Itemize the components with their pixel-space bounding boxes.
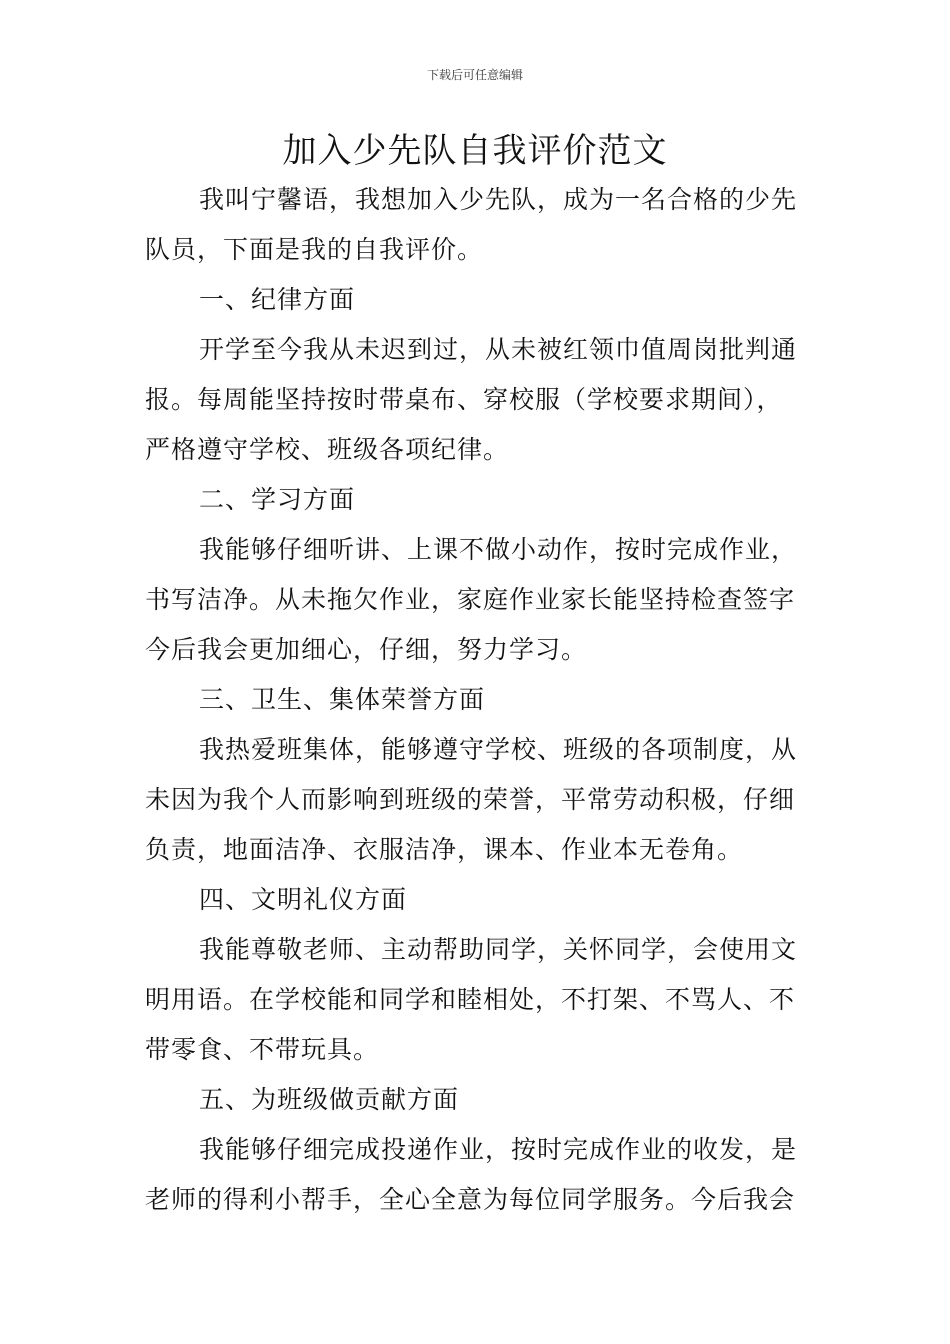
section-heading: 四、文明礼仪方面	[199, 885, 408, 914]
body-line: 队员，下面是我的自我评价。	[145, 235, 484, 264]
body-line: 报。每周能坚持按时带桌布、穿校服（学校要求期间），	[145, 385, 783, 414]
body-line: 今后我会更加细心，仔细，努力学习。	[145, 635, 588, 664]
body-line: 明用语。在学校能和同学和睦相处，不打架、不骂人、不	[145, 985, 796, 1014]
section-heading: 三、卫生、集体荣誉方面	[199, 685, 486, 714]
body-line: 严格遵守学校、班级各项纪律。	[145, 435, 510, 464]
document-body	[145, 175, 807, 1225]
body-line: 开学至今我从未迟到过，从未被红领巾值周岗批判通	[199, 335, 798, 364]
body-line: 我能够仔细完成投递作业，按时完成作业的收发，是	[199, 1135, 798, 1164]
body-line: 书写洁净。从未拖欠作业，家庭作业家长能坚持检查签字	[145, 585, 796, 614]
body-line: 我叫宁馨语，我想加入少先队，成为一名合格的少先	[199, 185, 798, 214]
body-line: 我能够仔细听讲、上课不做小动作，按时完成作业，	[199, 535, 798, 564]
body-line: 负责，地面洁净、衣服洁净，课本、作业本无卷角。	[145, 835, 744, 864]
body-line: 老师的得利小帮手，全心全意为每位同学服务。今后我会	[145, 1185, 796, 1214]
header-note: 下载后可任意编辑	[426, 68, 523, 82]
body-line: 我热爱班集体，能够遵守学校、班级的各项制度，从	[199, 735, 798, 764]
document-title: 加入少先队自我评价范文	[282, 131, 668, 171]
section-heading: 五、为班级做贡献方面	[199, 1085, 460, 1114]
section-heading: 二、学习方面	[199, 485, 356, 514]
body-line: 未因为我个人而影响到班级的荣誉，平常劳动积极，仔细	[145, 785, 796, 814]
body-line: 我能尊敬老师、主动帮助同学，关怀同学，会使用文	[199, 935, 798, 964]
body-line: 带零食、不带玩具。	[145, 1035, 380, 1064]
section-heading: 一、纪律方面	[199, 285, 356, 314]
